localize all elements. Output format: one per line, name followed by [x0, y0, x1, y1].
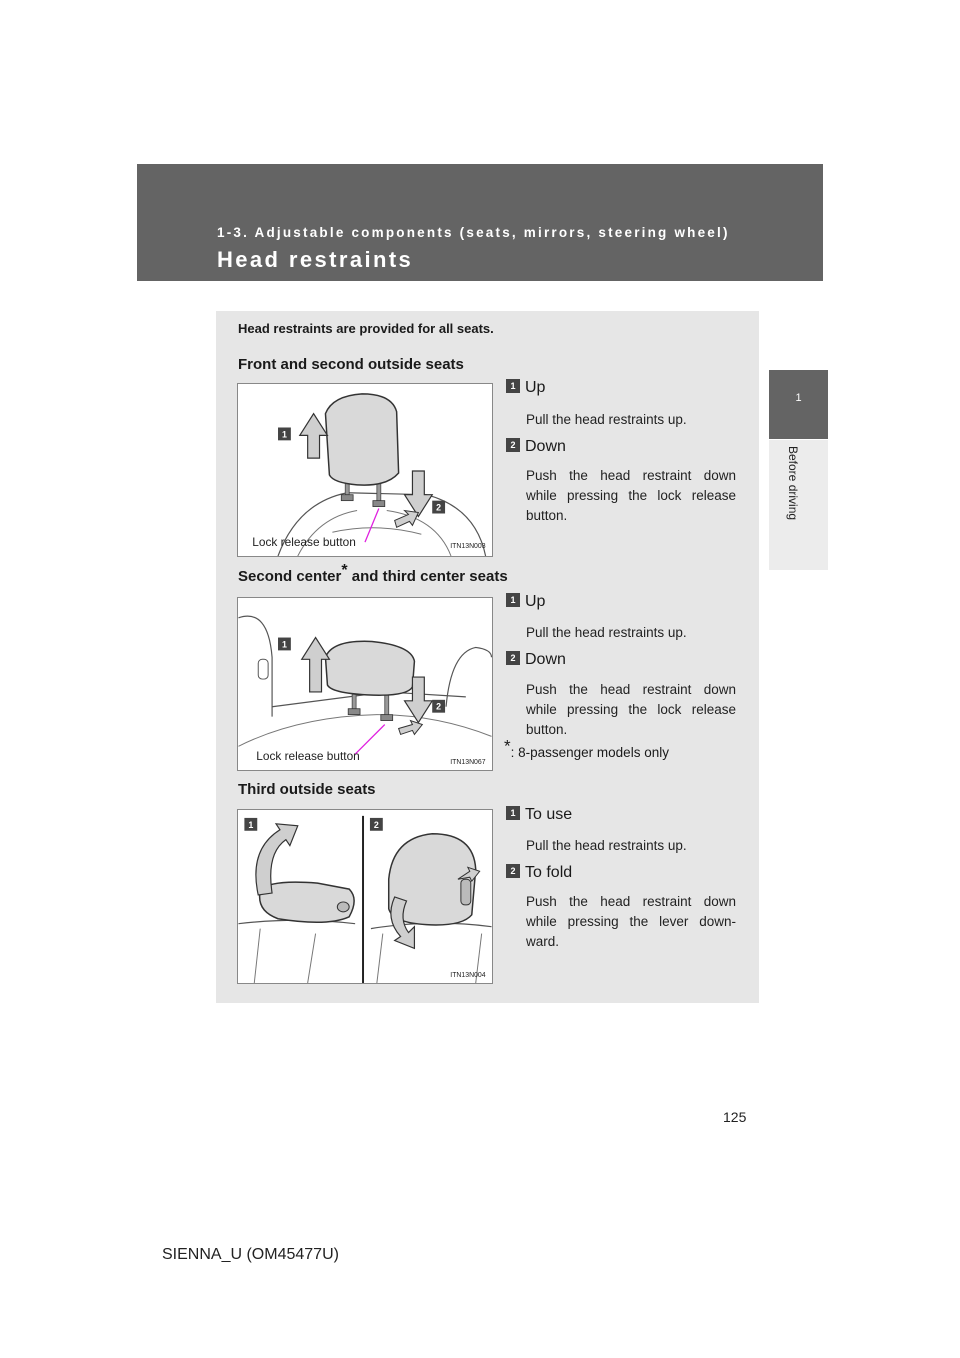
chapter-tab-label-area	[769, 440, 828, 570]
figure-marker-1: 1	[248, 819, 254, 830]
section-label: 1-3. Adjustable components (seats, mirrors, steering wheel)	[217, 225, 730, 240]
figure-marker-1: 1	[281, 429, 287, 440]
page-title: Head restraints	[217, 247, 414, 272]
figure-code: ITN13N003	[450, 543, 486, 551]
step-3-title: 1 Up	[506, 593, 545, 611]
chapter-header	[137, 164, 823, 281]
step-badge-4: 2	[506, 651, 520, 665]
step-5-title: 1 To use	[506, 806, 572, 824]
content-panel	[216, 311, 759, 1003]
figure-marker-1: 1	[281, 639, 287, 650]
step-4-desc: Push the head restraint down while pressing the lock release button.	[526, 682, 736, 737]
step-1-title: 1 Up	[506, 379, 545, 397]
step-badge-3: 1	[506, 593, 520, 607]
step-badge-5: 1	[506, 806, 520, 820]
third-outside-head-restraint-illustration	[238, 810, 492, 983]
section-heading-center: Second center* and third center seats	[238, 562, 508, 585]
step-2-title: 2 Down	[506, 438, 566, 456]
callout-label: Lock release button	[256, 749, 360, 764]
step-5-desc: Pull the head restraints up.	[526, 838, 687, 853]
page-number: 125	[723, 1109, 747, 1125]
callout-label: Lock release button	[252, 535, 356, 550]
figure-center-head-restraint	[237, 597, 493, 771]
step-1-desc: Pull the head restraints up.	[526, 412, 687, 427]
figure-marker-2: 2	[373, 819, 379, 830]
center-head-restraint-illustration	[238, 598, 492, 770]
step-3-desc: Pull the head restraints up.	[526, 625, 687, 640]
figure-marker-2: 2	[436, 701, 442, 712]
front-head-restraint-illustration	[238, 384, 492, 556]
section-heading-third-outside: Third outside seats	[238, 781, 376, 798]
step-6-desc: Push the head restraint down while pressing the lever down-ward.	[526, 894, 736, 949]
figure-marker-2: 2	[436, 502, 442, 513]
chapter-label: Before driving	[786, 446, 800, 521]
step-badge-1: 1	[506, 379, 520, 393]
manual-code: SIENNA_U (OM45477U)	[162, 1246, 339, 1263]
figure-front-head-restraint	[237, 383, 493, 557]
section-heading-front: Front and second outside seats	[238, 356, 464, 373]
intro-text: Head restraints are provided for all seats.	[238, 321, 494, 336]
step-badge-6: 2	[506, 864, 520, 878]
step-2-desc: Push the head restraint down while pressing the lock release button.	[526, 468, 736, 523]
figure-code: ITN13N004	[450, 972, 486, 980]
chapter-tab	[769, 370, 828, 439]
figure-third-outside-head-restraint	[237, 809, 493, 984]
step-4-title: 2 Down	[506, 651, 566, 669]
step-6-title: 2 To fold	[506, 864, 572, 882]
chapter-number: 1	[795, 392, 802, 404]
step-badge-2: 2	[506, 438, 520, 452]
figure-code: ITN13N067	[450, 759, 486, 767]
footnote: *: 8-passenger models only	[504, 736, 669, 760]
